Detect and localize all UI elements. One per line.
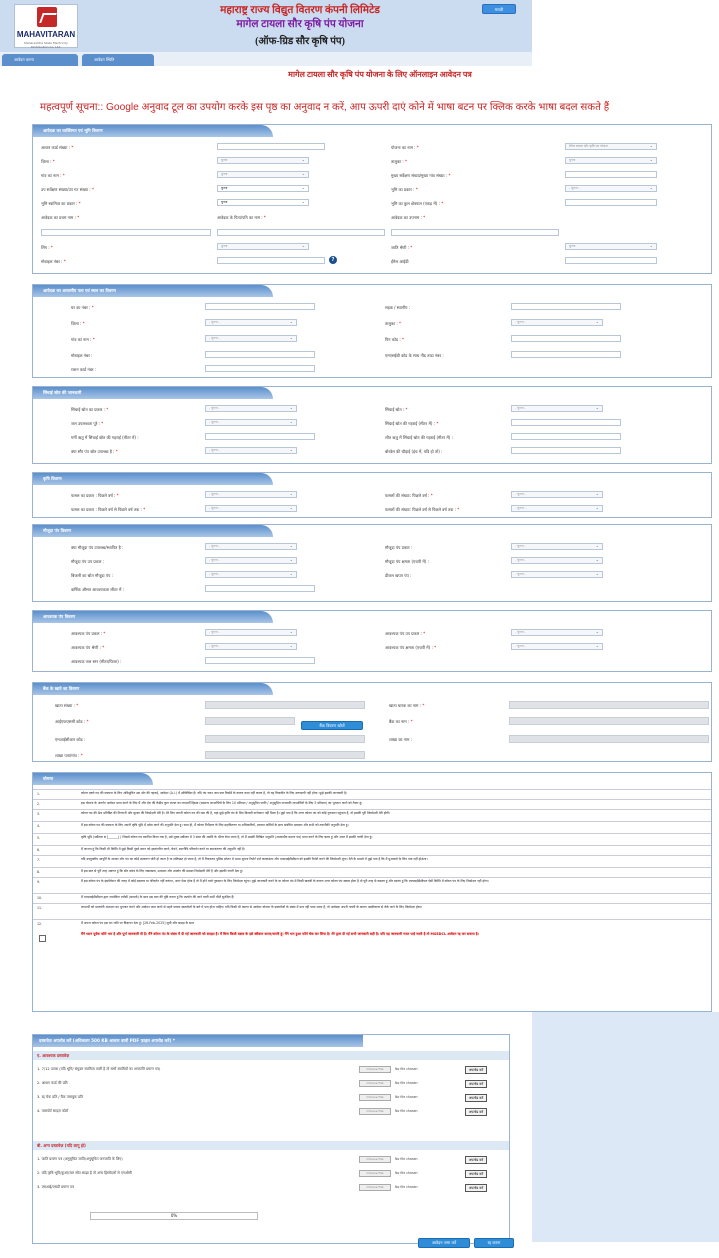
progress-text: 0% — [170, 1213, 178, 1218]
need-capacity-label: आवश्यक पंप क्षमता (एचपी में) : * — [385, 645, 437, 650]
bank-label: बैंक का नाम : * — [389, 719, 413, 724]
gat-input[interactable] — [565, 171, 657, 178]
page-title: मागेल टायला सौर कृषि पंप योजना के लिए ऑनलाइन आवेदन पत्र — [288, 70, 472, 79]
declaration-number: 8. — [37, 870, 41, 874]
section-title: आवश्यक पंप विवरण — [33, 611, 273, 623]
winter-depth-input[interactable] — [511, 433, 621, 440]
pump-electric-label: बिजली का स्रोत मौजूदा पंप : — [71, 573, 114, 578]
document-label: 1. 7/12 उतारा (यदि भूमि/ संयुक्त स्वामित्व वाली है तो सभी स्वामियों का अनापत्ति प्रमाण पत्र) — [37, 1067, 161, 1071]
water-on-label: क्या सौर पंप स्रोत उपलब्ध है : * — [71, 449, 118, 454]
district-label: ज़िला : * — [41, 159, 55, 164]
need-subtype-label: आवश्यक पंप उप प्रकार : * — [385, 631, 426, 636]
available-select[interactable]: - चुनना - ⌄ — [205, 419, 297, 426]
addr-district-label: ज़िला : * — [71, 321, 85, 326]
summer-depth-label: गर्मी ऋतु में सिंचाई स्रोत की गहराई (मीटर में) : — [71, 435, 139, 440]
last-name-label: आवेदक का उपनाम : * — [391, 215, 426, 220]
gat-label: मुख्य सर्वेक्षण संख्या/मुख्य गांव संख्या : * — [391, 173, 451, 178]
document-label: 4. पासपोर्ट साइज़ फोटो — [37, 1109, 69, 1113]
declaration-number: 10. — [37, 896, 43, 900]
crop-last-select[interactable]: - चुनना - ⌄ — [205, 491, 297, 498]
source-type-label: सिंचाई स्रोत का प्रकार : * — [71, 407, 109, 412]
addr-taluka-select[interactable]: - चुनना - ⌄ — [511, 319, 603, 326]
branch-addr-input — [205, 751, 365, 759]
search-bank-button[interactable]: बैंक विवरण खोजें — [301, 721, 363, 730]
crop-last-label: फसल का प्रकार : पिछले वर्ष : * — [71, 493, 119, 498]
declaration-text: इस योजना के अंतर्गत आवेदन प्राप्त करने के लिए मैं और मेरा की केंद्रीय कुल लागत का लाभार्थी हिस्सा (सामान्य लाभार्थियों के लिए 10 प्रतिशत / अनुसूचित जाति / अनुसूचित जनजाति लाभार्थियों के लिए 5 प्रतिशत) का भुगतान करने को तैयार हूं। — [81, 801, 363, 805]
scheme-subtitle: (ऑफ-ग्रिड सौर कृषि पंप) — [255, 36, 345, 47]
section-title: कृषि विवरण — [33, 473, 273, 485]
micr-input — [205, 735, 365, 743]
declaration-item — [33, 789, 711, 799]
optional-docs-title: बी. अन्य दस्तावेज़ (यदि लागू हो) — [33, 1141, 509, 1150]
pump-cost-input[interactable] — [205, 585, 315, 592]
need-type-select[interactable]: - चुनना - ⌄ — [205, 629, 297, 636]
required-docs-title: ए. आवश्यक दस्तावेज़ — [33, 1051, 509, 1060]
land-area-input[interactable] — [565, 199, 657, 206]
pump-class-label: मौजूदा पंप उप प्रकार : — [71, 559, 105, 564]
source-select[interactable]: - चुनना - ⌄ — [511, 405, 603, 412]
declaration-item — [33, 893, 711, 903]
declaration-item — [33, 799, 711, 809]
water-section — [32, 386, 712, 464]
scheme-label: योजना का नाम : * — [391, 145, 419, 150]
submit-button[interactable]: आवेदन जमा करें — [418, 1238, 470, 1248]
pin-input[interactable] — [511, 335, 621, 342]
addr-taluka-label: तालुका : * — [385, 321, 402, 326]
declaration-item — [33, 903, 711, 919]
mobile-input[interactable] — [217, 257, 325, 264]
pump-class-select[interactable]: - चुनना - ⌄ — [205, 557, 297, 564]
section-title: आवेदक का आवासीय पता एवं स्थल का विवरण — [33, 285, 273, 297]
header — [0, 0, 532, 52]
holder-label: खाता धारक का नाम : * — [389, 703, 425, 708]
pump-electric-select[interactable]: - चुनना - ⌄ — [205, 571, 297, 578]
available-label: जल उपलब्धता पूरे : * — [71, 421, 104, 426]
company-title: महाराष्ट्र राज्य विद्युत वितरण कंपनी लिमिटेड — [220, 5, 380, 16]
declaration-number: 5. — [37, 836, 41, 840]
declaration-section — [32, 772, 712, 1012]
ration-label: राशन कार्ड नंबर : — [71, 367, 97, 372]
mobile-label: मोबाइल नंबर : * — [41, 259, 66, 264]
depth-label: सिंचाई स्रोत की गहराई (मीटर में) : * — [385, 421, 439, 426]
winter-depth-label: शीत ऋतु में सिंचाई स्रोत की गहराई (मीटर में) : — [385, 435, 453, 440]
declaration-text: मैं इस कोरल गम की स्थापना के लिए अपनी कृषि भूमि में प्रवेश करने की अनुमति देता हूं। साथ ही, मैं कोरल निरीक्षण के लिए महावितरण या अधिकारियों, मरम्मत कर्मियों के साथ संबंधित प्रशासन और सभी को तकनीकी अनुमति देता हूं। — [81, 823, 349, 827]
land-type-select[interactable]: - चुनना - ⌄ — [565, 185, 657, 192]
no-file-text: No file chosen — [395, 1067, 418, 1071]
category-label: जाति श्रेणी : * — [391, 245, 413, 250]
addr-mobile-label: मोबाइल नंबर : — [71, 353, 93, 358]
declaration-number: 1. — [37, 792, 41, 796]
logo-text: MAHAVITARAN — [16, 30, 76, 39]
branch-addr-label: शाखा पता/गांव : * — [55, 753, 83, 758]
village-label: गांव का नाम : * — [41, 173, 65, 178]
upload-button[interactable]: अपलोड करें — [465, 1156, 487, 1164]
section-title: सिंचाई स्रोत की जानकारी — [33, 387, 273, 399]
no-file-text: No file chosen — [395, 1095, 418, 1099]
nav-bar — [0, 52, 532, 66]
scheme-select[interactable]: मैगेल टायला सौर कृषि पंप योजना ⌄ — [565, 143, 657, 150]
crop-before-label: फसल का प्रकार : पिछले वर्ष से पिछले वर्ष तक : * — [71, 507, 146, 512]
section-title: मौजूदा पंप विवरण — [33, 525, 273, 537]
section-title: घोषणा — [33, 773, 153, 785]
upload-button[interactable]: अपलोड करें — [465, 1170, 487, 1178]
village-select[interactable]: चुनना ⌄ — [217, 171, 309, 178]
tab-apply[interactable]: आवेदन करना — [2, 54, 78, 66]
need-head-label: आवश्यक जल स्तर (मीटर/फिल्ट) : — [71, 659, 122, 664]
branch-label: शाखा का नाम : — [389, 737, 412, 742]
declaration-item — [33, 877, 711, 893]
water-on-select[interactable]: - चुनना - ⌄ — [205, 447, 297, 454]
right-panel — [532, 1012, 719, 1242]
bank-section — [32, 682, 712, 762]
upload-button[interactable]: अपलोड करें — [465, 1080, 487, 1088]
pump-cost-label: वार्षिक औसत आवश्यकता लीटर में : — [71, 587, 124, 592]
crop-before-select[interactable]: - चुनना - ⌄ — [205, 505, 297, 512]
declaration-item — [33, 821, 711, 833]
confirm-text: मैंने ध्यान पूर्वक फॉर्म भरा है और पूर्ण जानकारी दी है। मैंने कोरल पंप के संबंध में दी गई जानकारी को समझा है। मैं बिना किसी दबाव के इसे स्वीकार करता/करती हूं। मैंने भरा हुआ फॉर्म चेक कर लिया है। मेरे द्वारा दी गई सभी जानकारी सही है। यदि यह जानकारी गलत पाई जाती है तो MSEDCL आवेदन रद्द कर सकता है। — [81, 932, 479, 936]
choose-file-button[interactable]: Choose File — [359, 1108, 391, 1115]
choose-file-button[interactable]: Choose File — [359, 1170, 391, 1177]
choose-file-button[interactable]: Choose File — [359, 1080, 391, 1087]
no-file-text: No file chosen — [395, 1185, 418, 1189]
pump-exists-label: क्या मौजूदा पंप उपलब्ध/स्थापित है : — [71, 545, 124, 550]
pump-capacity-label: मौजूदा पंप क्षमता (एचपी में) : — [385, 559, 429, 564]
land-type-label: भूमि का प्रकार : * — [391, 187, 418, 192]
declaration-text: मैं एमएसईडीसीएल द्वारा नामांकित एजेंसी (सम्पर्क) के साथ इस बात की पुष्टि करता हूं कि उपयोग की जाने वाली सभी चीजें सुरक्षित हैं। — [81, 895, 235, 899]
gender-label: लिंग : * — [41, 245, 53, 250]
declaration-number: 7. — [37, 858, 41, 862]
count-before-select[interactable]: - चुनना - ⌄ — [511, 505, 603, 512]
no-file-text: No file chosen — [395, 1109, 418, 1113]
category-select[interactable]: चुनना ⌄ — [565, 243, 657, 250]
email-label: ईमेल आईडी — [391, 259, 409, 264]
pin-label: पिन कोड : * — [385, 337, 404, 342]
well-width-label: बोरवेल की चौड़ाई (इंच में, यदि हो तो) : — [385, 449, 443, 454]
source-type-select[interactable]: - चुनना - ⌄ — [205, 405, 297, 412]
declaration-text: मैं अपना कोरल पंप इस वन राशि पर विज्ञापन देता हूं: [26-Feb-2025] सूची और समझ के साथ — [81, 921, 195, 925]
upload-progress-bar — [90, 1212, 258, 1220]
ifsc-label: आईएफएससी कोड : * — [55, 719, 89, 724]
taluka-select[interactable]: चुनना ⌄ — [565, 157, 657, 164]
need-subtype-select[interactable]: - चुनना - ⌄ — [511, 629, 603, 636]
pump-exists-select[interactable]: - चुनना - ⌄ — [205, 543, 297, 550]
declaration-number: 4. — [37, 824, 41, 828]
document-label: 2. यदि कृषि भूमि/कुआं/जल स्रोत साझा है तो अन्य हिस्सेदारों से एनओसी — [37, 1171, 132, 1175]
land-area-label: भूमि का कुल क्षेत्रफल (एकड़ में) : * — [391, 201, 444, 206]
micr-label: एमआईसीआर कोड : — [55, 737, 86, 742]
document-label: 3. रद्द चेक प्रति / बैंक पासबुक प्रति — [37, 1095, 83, 1099]
first-name-label: आवेदक का प्रथम नाम : * — [41, 215, 80, 220]
needed-pump-section — [32, 610, 712, 672]
declaration-number: 11. — [37, 906, 43, 910]
need-type-label: आवश्यक पंप प्रकार : * — [71, 631, 106, 636]
declaration-number: 3. — [37, 812, 41, 816]
declaration-item — [33, 809, 711, 821]
translation-notice: महत्वपूर्ण सूचना:: Google अनुवाद टूल का उपयोग करके इस पृष्ठ का अनुवाद न करें, आप ऊपरी दाएं कोने में भाषा बटन पर क्लिक करके भाषा बदल सकते हैं — [40, 102, 610, 113]
addr-village-select[interactable]: - चुनना - ⌄ — [205, 335, 297, 342]
crop-section — [32, 472, 712, 518]
summer-depth-input[interactable] — [205, 433, 315, 440]
upload-button[interactable]: अपलोड करें — [465, 1184, 487, 1192]
need-class-label: आवश्यक पंप श्रेणी : * — [71, 645, 105, 650]
documents-title: दस्तावेज़ अपलोड करें (अधिकतम 500 KB आकार वाली PDF फ़ाइल अपलोड करें) * — [33, 1035, 363, 1047]
count-last-select[interactable]: - चुनना - ⌄ — [511, 491, 603, 498]
declaration-number: 12. — [37, 922, 43, 926]
section-title: बैंक के खाते का विवरण — [33, 683, 273, 695]
reset-button[interactable]: रद्द करना — [474, 1238, 514, 1248]
source-label: सिंचाई स्रोत : * — [385, 407, 408, 412]
account-input[interactable] — [205, 701, 365, 709]
choose-file-button[interactable]: Choose File — [359, 1066, 391, 1073]
addr-village-label: गांव का नाम : * — [71, 337, 95, 342]
upload-button[interactable]: अपलोड करें — [465, 1094, 487, 1102]
declaration-text: कोरल एक्ले गम की स्थापना के लिए अधिसूचित उस भोर की गहराई, आवेदन (A.I.) में उल्लिखित है। यदि पंप चयन जल स्तर रिकॉर्ड के कारण काम नहीं करता है, तो यह विफलीत के लिए उत्तरदायी नहीं होगा। मुझे इसकी जानकारी है। — [81, 791, 348, 795]
declaration-text: मैं जानता हूं कि किसी भी स्थिति में मुझे किसी दूसरे स्थान को हस्तांतरित करने, बेचने, स्थानीयि परिवर्तन करने या स्थानांतरण की अनुमति नहीं है। — [81, 847, 246, 851]
applicant-section — [32, 124, 712, 274]
document-label: 3. एसआई/एसडी प्रमाण पत्र — [37, 1185, 74, 1189]
existing-pump-section — [32, 524, 712, 602]
choose-file-button[interactable]: Choose File — [359, 1156, 391, 1163]
choose-file-button[interactable]: Choose File — [359, 1094, 391, 1101]
scheme-title: मागेल टायला सौर कृषि पंप योजना — [236, 19, 364, 30]
need-capacity-select[interactable]: - चुनना - ⌄ — [511, 643, 603, 650]
branch-input — [509, 735, 709, 743]
middle-name-input[interactable] — [217, 229, 385, 236]
declaration-item — [33, 845, 711, 855]
gender-select[interactable]: चुनना ⌄ — [217, 243, 309, 250]
addr-mobile-input[interactable] — [205, 351, 315, 358]
email-input[interactable] — [565, 257, 657, 264]
confirm-checkbox[interactable] — [39, 935, 46, 942]
section-title: आवेदक का व्यक्तिगत एवं भूमि विवरण — [33, 125, 273, 137]
taluka-label: तालुका : * — [391, 159, 408, 164]
house-input[interactable] — [205, 303, 315, 310]
last-name-input[interactable] — [391, 229, 559, 236]
declaration-text: लाभार्थी को मालवंगी अंशदान का भुगतान करने और आवेदन जमा करने से पहले पात्रता दस्तावेजों के बारे में पता होना चाहिए। यदि किसी भी कारण से आवेदन योजना के दस्तावेजों के संबंध में पात्र नहीं पाया जाता है, तो आवेदक अपनी गलती के कारण अस्वीकरण से रोके जाने के लिए जिम्मेदार होगा। — [81, 905, 423, 909]
declaration-item — [33, 919, 711, 931]
first-name-input[interactable] — [41, 229, 211, 236]
ownership-select[interactable]: चुनना ⌄ — [217, 199, 309, 206]
nearest-input[interactable] — [511, 351, 621, 358]
language-button[interactable]: मराठी — [482, 4, 516, 14]
subsurvey-label: उप सर्वेक्षण संख्या/उप गट संख्या : * — [41, 187, 95, 192]
street-input[interactable] — [511, 303, 621, 310]
no-file-text: No file chosen — [395, 1157, 418, 1161]
no-file-text: No file chosen — [395, 1171, 418, 1175]
pump-fuel-select[interactable]: - चुनना - ⌄ — [511, 571, 603, 578]
declaration-number: 2. — [37, 802, 41, 806]
tab-status[interactable]: आवेदन स्थिति — [82, 54, 154, 66]
holder-input — [509, 701, 709, 709]
upload-button[interactable]: अपलोड करें — [465, 1066, 487, 1074]
middle-name-label: आवेदक के पिता/पति का नाम : * — [217, 215, 266, 220]
declaration-number: 9. — [37, 880, 41, 884]
declaration-text: मैं इस कोरल पंप के इंस्टॉलेशन की जगह में कोई बदलाव या परिवर्तन नहीं करूंगा, अगर ऐसा होता है तो मैं होने वाले नुकसान के लिए जिम्मेदार रहूंगा। मुझे जानकारी करने के या कोरल पंप में किसी खराबी के कारण अगर कोरल पंप खराब होता है तो पूरी तरह से वास्तव हूं और स्वतंत्र हूं कि एमएसईडीसीएल ऐसी स्थिति में कोरल पंप के लिए जिम्मेदार नहीं होगा। — [81, 879, 489, 883]
ownership-label: भूमि स्वामित्व का प्रकार : * — [41, 201, 81, 206]
declaration-text: कोरल गम की ऊँच प्रतिष्ठित की निगरानी और सुरक्षा की जिम्मेदारी मेरी है। मेरे लिए जरूरी कोरल गम की रक्षा की है, यहां मुझे कृषि पंप के लिए बिजली कनेक्शन नहीं मिला है। मुझे पता है कि अगर कोरल पंप को कोई नुकसान पहुंचता है, तो इसकी पूरी जिम्मेदारी मेरी होगी। — [81, 811, 391, 815]
declaration-item — [33, 833, 711, 845]
well-width-input[interactable] — [511, 447, 621, 454]
logo-icon — [37, 7, 57, 27]
mahavitaran-logo — [14, 4, 78, 48]
declaration-item — [33, 855, 711, 867]
aadhar-label: आधार कार्ड संख्या : * — [41, 145, 74, 150]
nearest-label: एमएसईबी कोड के साथ नीड ताडा नंबर : — [385, 353, 444, 358]
pump-type-label: मौजूदा पंप प्रकार : — [385, 545, 413, 550]
account-label: खाता संख्या : * — [55, 703, 79, 708]
ration-input[interactable] — [205, 365, 315, 372]
declaration-text: यदि उपयुक्तीय आपूर्ति के आधार और पंप का कोई उपकरण चोरी हो जाता है या क्षतिग्रस्त हो जाता है, तो मैं निकटतम पुलिस स्टेशन में प्रथम सूचना रिपोर्ट दर्ज करवाऊंगा और एमएसईडीसीएल को इसकी रिपोर्ट करने की जिम्मेदारी लूंगा। देरी के मामले में मुझे पता है कि मैं मुआवजे के लिए पात्र नहीं होऊंगा। — [81, 857, 428, 861]
need-class-select[interactable]: - चुनना - ⌄ — [205, 643, 297, 650]
declaration-item — [33, 867, 711, 877]
count-before-label: फसलों की संख्या: पिछले वर्ष से पिछले वर्ष तक : * — [385, 507, 460, 512]
upload-button[interactable]: अपलोड करें — [465, 1108, 487, 1116]
declaration-text: कृषि भूमि (सर्वेक्षण सं [______] ) जिसमें कोरल गम स्थापित किया गया है, उसे मुख्य सर्वेक्षण में 3 साल की अवधि के भीतर बेचा जाता है, तो मैं उसकी लिखित अनुमति (अपवादीय प्रमाण पत्र) प्राप्त करने के लिए बाध्य हूं और आज मैं इसकी गारंटी देता हूं। — [81, 835, 373, 839]
district-select[interactable]: चुनना ⌄ — [217, 157, 309, 164]
choose-file-button[interactable]: Choose File — [359, 1184, 391, 1191]
document-label: 2. आधार कार्ड की प्रति — [37, 1081, 68, 1085]
count-last-label: फसलों की संख्या: पिछले वर्ष : * — [385, 493, 433, 498]
help-icon[interactable]: ? — [329, 256, 337, 264]
bank-input — [509, 717, 709, 725]
house-label: घर का नंबर : * — [71, 305, 94, 310]
declaration-number: 6. — [37, 848, 41, 852]
logo-subtitle: Maharashtra State Electricity Distribution Co. Ltd. — [24, 41, 68, 49]
aadhar-input[interactable] — [217, 143, 325, 150]
no-file-text: No file chosen — [395, 1081, 418, 1085]
document-label: 1. जाति प्रमाण पत्र (अनुसूचित जाति/अनुसूचित जनजाति के लिए) — [37, 1157, 123, 1161]
ifsc-input[interactable] — [205, 717, 295, 725]
address-section — [32, 284, 712, 378]
need-head-input[interactable] — [205, 657, 315, 664]
subsurvey-select[interactable]: चुनना ⌄ — [217, 185, 309, 192]
pump-fuel-label: डीजल खपत पंप : — [385, 573, 412, 578]
pump-type-select[interactable]: - चुनना - ⌄ — [511, 543, 603, 550]
street-label: सड़क / स्थानीय : — [385, 305, 411, 310]
depth-input[interactable] — [511, 419, 621, 426]
pump-capacity-select[interactable]: - चुनना - ⌄ — [511, 557, 603, 564]
declaration-text: मैं इस बात से पूरी तरह अवगत हूं कि सौर संयंत्र के लिए रखरखाव, प्रशासन और उपयोग की समस्त जिम्मेदारी मेरी है और इसकी गारंटी देता हूं। — [81, 869, 244, 873]
addr-district-select[interactable]: - चुनना - ⌄ — [205, 319, 297, 326]
